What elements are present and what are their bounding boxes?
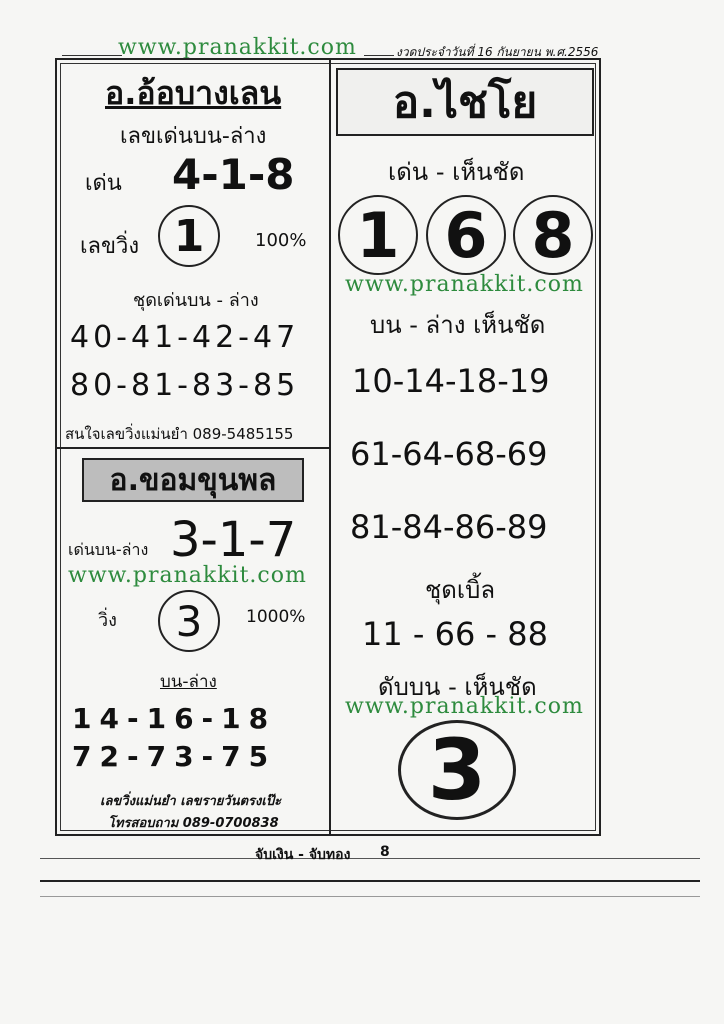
left-top-contact: สนใจเลขวิ่งแม่นยำ 089-5485155 bbox=[65, 425, 294, 443]
left-bottom-run-label: วิ่ง bbox=[98, 610, 117, 631]
right-title: อ.ไชโย bbox=[392, 77, 538, 128]
left-bottom-note: เลขวิ่งแม่นยำ เลขรายวันตรงเป๊ะ bbox=[100, 794, 282, 809]
left-bottom-run-circle bbox=[158, 590, 220, 652]
left-bottom-title: อ.ขอมขุนพล bbox=[109, 462, 277, 498]
left-top-run-label: เลขวิ่ง bbox=[80, 234, 140, 259]
left-top-run-number: 1 bbox=[173, 210, 205, 262]
left-bottom-set-row1: 14-16-18 bbox=[72, 702, 277, 735]
left-bottom-set-label: บน-ล่าง bbox=[160, 672, 217, 692]
left-top-run-percent: 100% bbox=[255, 230, 307, 251]
right-top-number: 3 bbox=[427, 721, 487, 819]
watermark-left: www.pranakkit.com bbox=[68, 563, 307, 588]
right-double-label: ชุดเบิ้ล bbox=[425, 576, 496, 604]
footer-text: จับเงิน - จับทอง bbox=[255, 847, 351, 863]
watermark-top: www.pranakkit.com bbox=[118, 35, 357, 60]
left-section-divider bbox=[56, 447, 330, 449]
header-rule-right bbox=[364, 55, 394, 56]
right-row-2: 61-64-68-69 bbox=[350, 435, 548, 473]
right-double-row: 11 - 66 - 88 bbox=[362, 615, 548, 653]
footer-page: 8 bbox=[380, 844, 390, 860]
right-row-3: 81-84-86-89 bbox=[350, 508, 548, 546]
header-rule-left bbox=[62, 55, 122, 56]
watermark-right-2: www.pranakkit.com bbox=[345, 694, 584, 719]
left-top-set-row2: 80-81-83-85 bbox=[70, 368, 300, 403]
left-top-subtitle: เลขเด่นบน-ล่าง bbox=[120, 124, 267, 149]
right-top-circle bbox=[398, 720, 516, 820]
footer-rule-faint bbox=[40, 896, 700, 897]
right-circle-number: 6 bbox=[444, 198, 488, 272]
left-bottom-title-box bbox=[82, 458, 304, 502]
right-top-label: ดับบน - เห็นชัด bbox=[378, 673, 537, 701]
right-row-1: 10-14-18-19 bbox=[352, 362, 550, 400]
footer-rule-top bbox=[40, 858, 700, 859]
left-top-title: อ.อ้อบางเลน bbox=[105, 74, 282, 112]
right-title-box bbox=[336, 68, 594, 136]
left-top-highlight-label: เด่น bbox=[85, 171, 122, 196]
right-subtitle: เด่น - เห็นชัด bbox=[388, 158, 525, 186]
left-top-set-label: ชุดเด่นบน - ล่าง bbox=[133, 290, 259, 311]
left-top-highlight-value: 4-1-8 bbox=[172, 150, 295, 199]
left-top-set-row1: 40-41-42-47 bbox=[70, 320, 300, 355]
right-circle-number: 8 bbox=[531, 198, 575, 272]
left-bottom-set-row2: 72-73-75 bbox=[72, 740, 277, 773]
right-circle-1 bbox=[338, 195, 418, 275]
watermark-right-1: www.pranakkit.com bbox=[345, 272, 584, 297]
issue-date: งวดประจำวันที่ 16 กันยายน พ.ศ.2556 bbox=[396, 45, 599, 59]
left-bottom-highlight-value: 3-1-7 bbox=[170, 512, 297, 568]
left-bottom-highlight-label: เด่นบน-ล่าง bbox=[68, 540, 149, 559]
right-set-label: บน - ล่าง เห็นชัด bbox=[370, 311, 546, 339]
footer-rule-bottom bbox=[40, 880, 700, 882]
left-bottom-run-percent: 1000% bbox=[246, 607, 306, 627]
left-bottom-run-number: 3 bbox=[175, 596, 203, 646]
right-circle-2 bbox=[426, 195, 506, 275]
right-circle-3 bbox=[513, 195, 593, 275]
right-circle-number: 1 bbox=[356, 198, 400, 272]
left-top-run-circle bbox=[158, 205, 220, 267]
left-bottom-contact: โทรสอบถาม 089-0700838 bbox=[108, 816, 279, 831]
